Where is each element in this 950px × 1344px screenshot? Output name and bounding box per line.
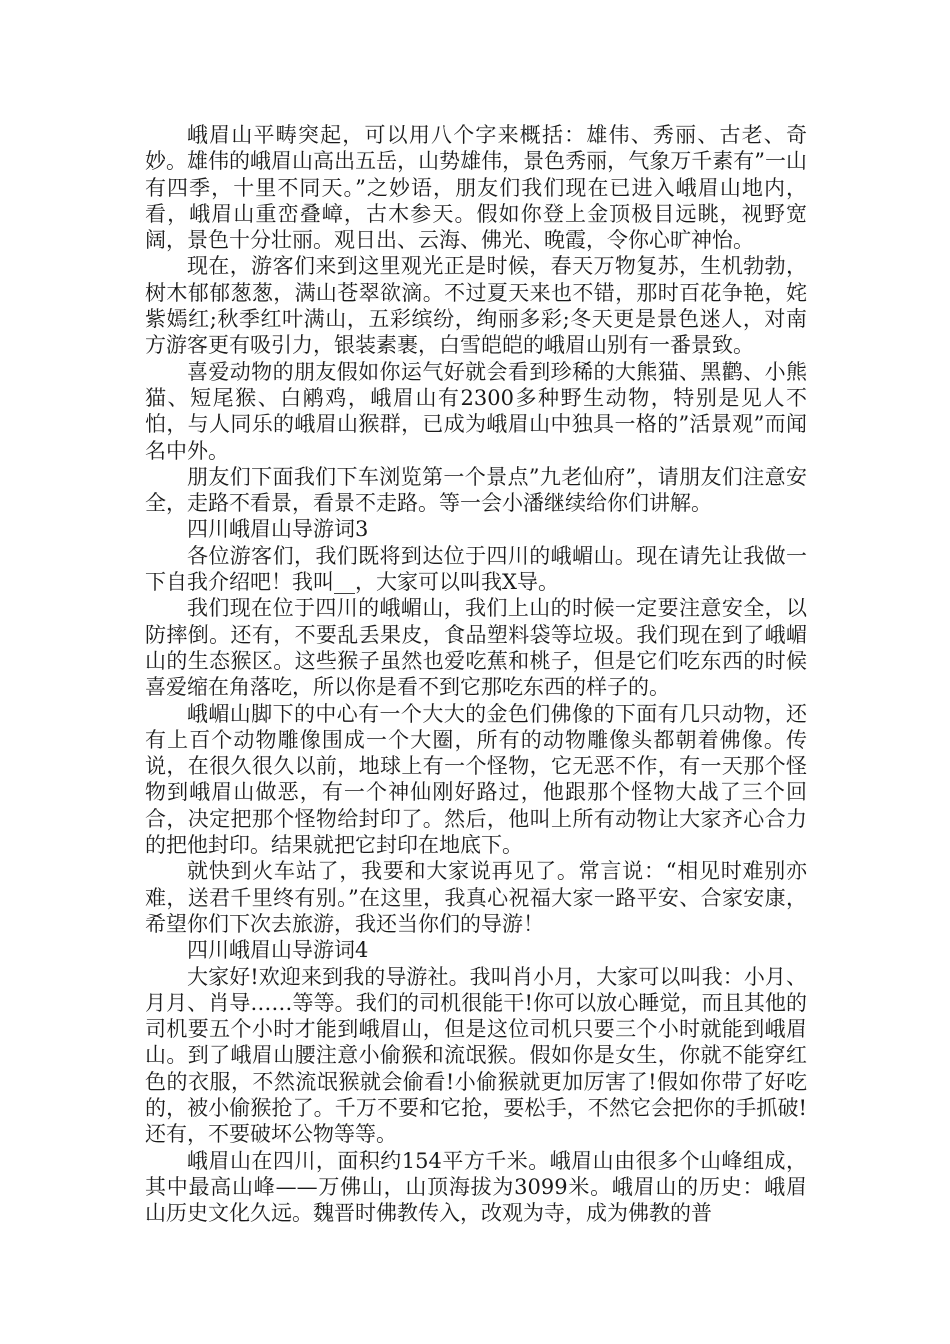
section-intro — [145, 122, 807, 516]
paragraph: 喜爱动物的朋友假如你运气好就会看到珍稀的大熊猫、黑鹳、小熊猫、短尾猴、白鹇鸡，峨眉山有2300多种野生动物，特别是见人不怕，与人同乐的峨眉山猴群，已成为峨眉山中独具一格的”活景观”而闻名中外。 — [145, 359, 807, 463]
paragraph: 峨眉山在四川，面积约154平方千米。峨眉山由很多个山峰组成，其中最高山峰——万佛山，山顶海拔为3099米。峨眉山的历史：峨眉山历史文化久远。魏晋时佛教传入，改观为寺，成为佛教的普 — [145, 1148, 807, 1226]
section-heading: 四川峨眉山导游词4 — [187, 938, 369, 963]
paragraph: 峨眉山平畴突起，可以用八个字来概括：雄伟、秀丽、古老、奇妙。雄伟的峨眉山高出五岳，山势雄伟，景色秀丽，气象万千素有”一山有四季，十里不同天。”之妙语，朋友们我们现在已进入峨眉山地内，看，峨眉山重峦叠嶂，古木参天。假如你登上金顶极目远眺，视野宽阔，景色十分壮丽。观日出、云海、佛光、晚霞，令你心旷神怡。 — [145, 123, 807, 253]
paragraph: 就快到火车站了，我要和大家说再见了。常言说：“相见时难别亦难，送君千里终有别。”在这里，我真心祝福大家一路平安、合家安康，希望你们下次去旅游，我还当你们的导游！ — [145, 859, 807, 936]
paragraph: 大家好!欢迎来到我的导游社。我叫肖小月，大家可以叫我：小月、月月、肖导……等等。我们的司机很能干!你可以放心睡觉，而且其他的司机要五个小时才能到峨眉山，但是这位司机只要三个小时就能到峨眉山。到了峨眉山腰注意小偷猴和流氓猴。假如你是女生，你就不能穿红色的衣服，不然流氓猴就会偷看!小偷猴就更加厉害了!假如你带了好吃的，被小偷猴抢了。千万不要和它抢，要松手，不然它会把你的手抓破!还有，不要破坏公物等等。 — [145, 964, 807, 1147]
section-heading: 四川峨眉山导游词3 — [187, 517, 369, 542]
paragraph: 现在，游客们来到这里观光正是时候，春天万物复苏，生机勃勃，树木郁郁葱葱，满山苍翠欲滴。不过夏天来也不错，那时百花争艳，姹紫嫣红;秋季红叶满山，五彩缤纷，绚丽多彩;冬天更是景色迷人，对南方游客更有吸引力，银装素裹，白雪皑皑的峨眉山别有一番景致。 — [145, 254, 807, 358]
document-body — [145, 122, 807, 1226]
section-4 — [145, 937, 807, 1226]
paragraph: 峨嵋山脚下的中心有一个大大的金色们佛像的下面有几只动物，还有上百个动物雕像围成一个大圈，所有的动物雕像头都朝着佛像。传说，在很久很久以前，地球上有一个怪物，它无恶不作，有一天那个怪物到峨眉山做恶，有一个神仙刚好路过，他跟那个怪物大战了三个回合，决定把那个怪物给封印了。然后，他叫上所有动物让大家齐心合力的把他封印。结果就把它封印在地底下。 — [145, 701, 807, 858]
paragraph: 我们现在位于四川的峨嵋山，我们上山的时候一定要注意安全，以防摔倒。还有，不要乱丢果皮，食品塑料袋等垃圾。我们现在到了峨嵋山的生态猴区。这些猴子虽然也爱吃蕉和桃子，但是它们吃东西的时候喜爱缩在角落吃，所以你是看不到它那吃东西的样子的。 — [145, 596, 807, 700]
paragraph: 各位游客们，我们既将到达位于四川的峨嵋山。现在请先让我做一下自我介绍吧！我叫__，大家可以叫我X导。 — [145, 543, 807, 595]
section-3 — [145, 516, 807, 937]
paragraph: 朋友们下面我们下车浏览第一个景点”九老仙府”，请朋友们注意安全，走路不看景，看景不走路。等一会小潘继续给你们讲解。 — [145, 464, 807, 516]
